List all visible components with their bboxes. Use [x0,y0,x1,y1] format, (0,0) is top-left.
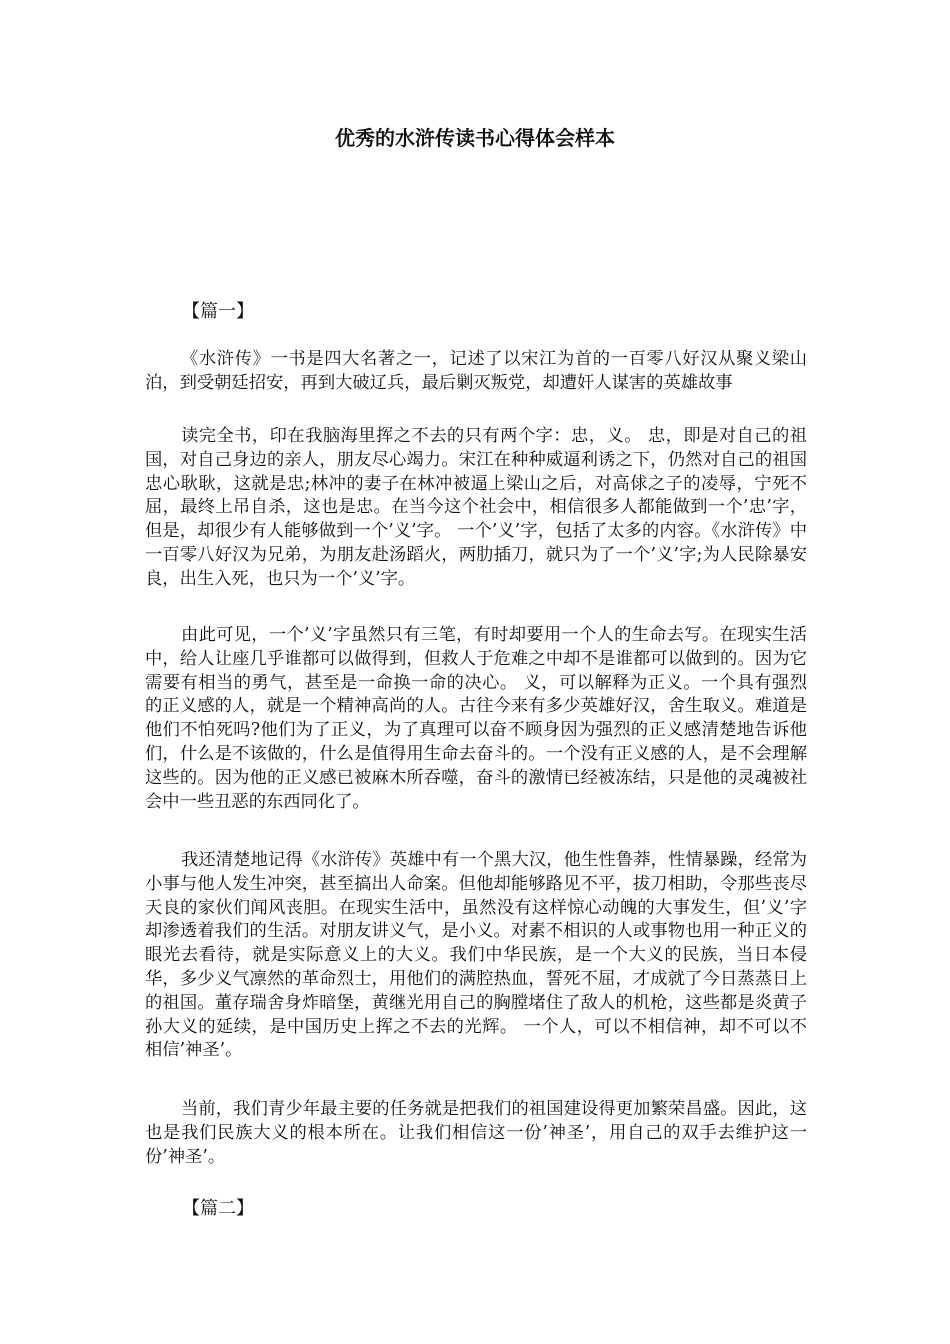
section-heading-2: 【篇二】 [182,1198,254,1219]
paragraph-2: 读完全书，印在我脑海里挥之不去的只有两个字：忠，义。 忠，即是对自己的祖国，对自己身边的亲人，朋友尽心竭力。宋江在种种威逼利诱之下，仍然对自己的祖国忠心耿耿，这就是忠;林冲的妻子在林冲被逼上梁山之后，对高俅之子的凌辱，宁死不屈，最终上吊自杀，这也是忠。在当今这个社会中，相信很多人都能做到一个’忠’字，但是，却很少有人能够做到一个’义’字。 一个’义’字，包括了太多的内容。《水浒传》中一百零八好汉为兄弟，为朋友赴汤蹈火，两肋插刀，就只为了一个’义’字;为人民除暴安良，出生入死，也只为一个’义’字。 [145,426,807,589]
paragraph-3: 由此可见，一个’义’字虽然只有三笔，有时却要用一个人的生命去写。在现实生活中，给人让座几乎谁都可以做得到，但救人于危难之中却不是谁都可以做到的。因为它需要有相当的勇气，甚至是一命换一命的决心。 义，可以解释为正义。一个具有强烈的正义感的人，就是一个精神高尚的人。古往今来有多少英雄好汉，舍生取义。难道是他们不怕死吗?他们为了正义，为了真理可以奋不顾身因为强烈的正义感清楚地告诉他们，什么是不该做的，什么是值得用生命去奋斗的。一个没有正义感的人，是不会理解这些的。因为他的正义感已被麻木所吞噬，奋斗的激情已经被冻结，只是他的灵魂被社会中一些丑恶的东西同化了。 [145,625,807,812]
paragraph-4: 我还清楚地记得《水浒传》英雄中有一个黑大汉，他生性鲁莽，性情暴躁，经常为小事与他人发生冲突，甚至搞出人命案。但他却能够路见不平，拔刀相助，令那些丧尽天良的家伙们闻风丧胆。在现实生活中，虽然没有这样惊心动魄的大事发生，但’义’字却渗透着我们的生活。对朋友讲义气，是小义。对素不相识的人或事物也用一种正义的眼光去看待，就是实际意义上的大义。我们中华民族，是一个大义的民族，当日本侵华，多少义气凛然的革命烈士，用他们的满腔热血，誓死不屈，才成就了今日蒸蒸日上的祖国。董存瑞舍身炸暗堡，黄继光用自己的胸膛堵住了敌人的机枪，这些都是炎黄子孙大义的延续，是中国历史上挥之不去的光辉。 一个人，可以不相信神，却不可以不相信’神圣’。 [145,850,807,1061]
section-heading-1: 【篇一】 [182,301,254,322]
document-title: 优秀的水浒传读书心得体会样本 [335,126,615,150]
paragraph-5: 当前，我们青少年最主要的任务就是把我们的祖国建设得更加繁荣昌盛。因此，这也是我们民族大义的根本所在。让我们相信这一份’神圣’，用自己的双手去维护这一份’神圣’。 [145,1099,807,1167]
paragraph-1: 《水浒传》一书是四大名著之一，记述了以宋江为首的一百零八好汉从聚义梁山泊，到受朝廷招安，再到大破辽兵，最后剿灭叛党，却遭奸人谋害的英雄故事 [145,349,807,393]
